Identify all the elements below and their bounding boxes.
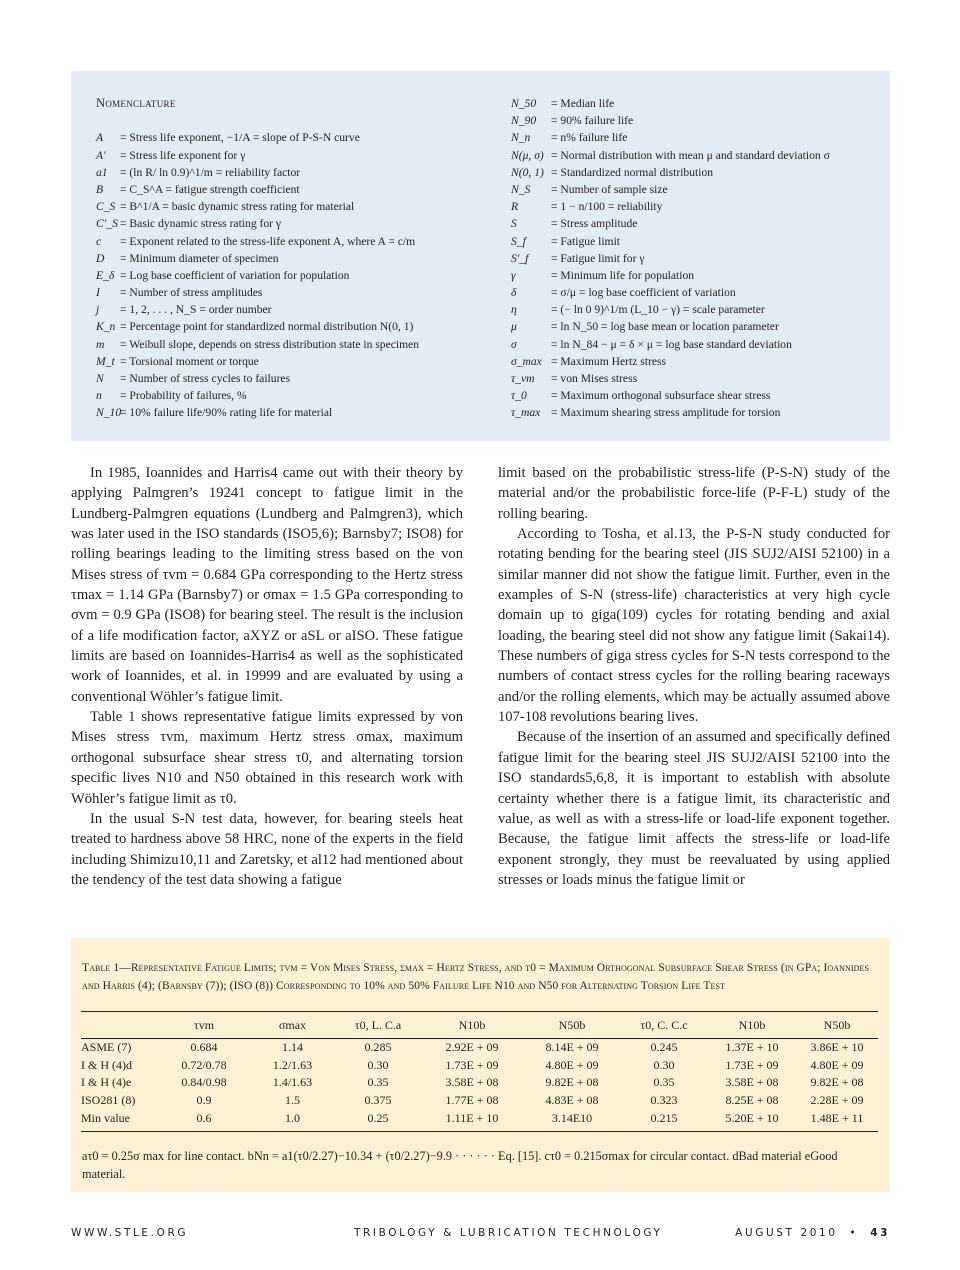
nomenclature-row xyxy=(96,267,496,284)
nomenclature-definition: = (− ln 0 9)^1/m (L_10 − γ) = scale parameter xyxy=(551,303,765,317)
nomenclature-row xyxy=(511,95,881,112)
nomenclature-row xyxy=(511,370,881,387)
footer-date: AUGUST 2010 xyxy=(735,1227,838,1239)
nomenclature-definition: = Log base coefficient of variation for population xyxy=(120,268,350,282)
table-cell: 1.4/1.63 xyxy=(272,1075,313,1090)
nomenclature-symbol: N_90 xyxy=(511,114,537,128)
table-header-cell: τ0, L. C.a xyxy=(354,1017,402,1032)
body-column-left xyxy=(71,463,463,890)
nomenclature-definition: = Stress amplitude xyxy=(551,217,638,231)
nomenclature-definition: = 1 − n/100 = reliability xyxy=(551,200,663,214)
table-cell: 1.37E + 10 xyxy=(725,1040,779,1055)
nomenclature-symbol: N_n xyxy=(511,131,531,145)
nomenclature-symbol: N(0, 1) xyxy=(511,165,544,179)
nomenclature-definition: = Normal distribution with mean μ and standard deviation σ xyxy=(551,148,830,162)
table-cell: 0.6 xyxy=(196,1110,212,1125)
nomenclature-symbol: K_n xyxy=(96,320,116,334)
nomenclature-symbol: τ_0 xyxy=(511,389,527,403)
table-header-cell: N50b xyxy=(823,1017,851,1032)
nomenclature-definition: = Minimum diameter of specimen xyxy=(120,251,279,265)
nomenclature-definition: = Basic dynamic stress rating for γ xyxy=(120,217,282,231)
nomenclature-symbol: R xyxy=(511,200,519,214)
table-caption: Table 1—Representative Fatigue Limits; τvm = Von Mises Stress, σmax = Hertz Stress, and t0 = Maximum Orthogonal Subsurface Shear Stress (in GPa; Ioannides and Harris (4); (Barnsby (7)); (ISO (8)) Corresponding to 10% and 50% Failure Life N10 and N50 for Alternating Torsion Life Test xyxy=(82,962,870,992)
nomenclature-row xyxy=(511,267,881,284)
nomenclature-definition: = Stress life exponent, −1/A = slope of P-S-N curve xyxy=(120,131,360,145)
nomenclature-definition: = Weibull slope, depends on stress distribution state in specimen xyxy=(120,337,420,351)
table-cell: 0.35 xyxy=(653,1075,675,1090)
nomenclature-row xyxy=(96,164,496,181)
nomenclature-row xyxy=(96,318,496,335)
nomenclature-definition: = Number of sample size xyxy=(551,182,668,196)
table-cell: 0.215 xyxy=(650,1110,678,1125)
nomenclature-row xyxy=(511,353,881,370)
nomenclature-row xyxy=(511,147,881,164)
footer-date-page xyxy=(735,1227,890,1239)
table-1-box xyxy=(71,938,890,1192)
table-cell: 0.35 xyxy=(367,1075,389,1090)
page-footer xyxy=(71,1227,890,1243)
nomenclature-definition: = B^1/A = basic dynamic stress rating for material xyxy=(120,200,355,214)
paragraph: In the usual S-N test data, however, for bearing steels heat treated to hardness above 58 HRC, none of the experts in the field including Shimizu10,11 and Zaretsky, et al12 had mentioned about the tendency of the test data showing a fatigue xyxy=(71,810,463,888)
nomenclature-definition: = Torsional moment or torque xyxy=(120,354,259,368)
nomenclature-definition: = (ln R/ ln 0.9)^1/m = reliability factor xyxy=(120,165,301,179)
nomenclature-row xyxy=(511,233,881,250)
nomenclature-symbol: μ xyxy=(511,320,517,334)
body-column-right xyxy=(498,463,890,890)
table-cell: 1.2/1.63 xyxy=(272,1057,313,1072)
nomenclature-left-column xyxy=(96,95,496,422)
table-cell: 3.14E10 xyxy=(551,1110,593,1125)
nomenclature-definition: = Maximum Hertz stress xyxy=(551,354,667,368)
nomenclature-row xyxy=(511,301,881,318)
nomenclature-definition: = Percentage point for standardized normal distribution N(0, 1) xyxy=(120,320,414,334)
nomenclature-symbol: N_50 xyxy=(511,97,537,110)
nomenclature-row xyxy=(96,215,496,232)
table-cell: 0.285 xyxy=(364,1040,392,1055)
table-cell: 0.323 xyxy=(650,1093,678,1108)
table-row xyxy=(81,1074,878,1092)
table-header-cell: σmax xyxy=(278,1017,307,1032)
nomenclature-definition: = Median life xyxy=(551,97,615,110)
table-cell: 2.92E + 09 xyxy=(445,1040,499,1055)
table-cell: 9.82E + 08 xyxy=(810,1075,864,1090)
nomenclature-row xyxy=(511,404,881,421)
table-cell: 1.0 xyxy=(285,1110,300,1125)
nomenclature-row xyxy=(511,181,881,198)
nomenclature-symbol: N(μ, σ) xyxy=(511,148,544,162)
nomenclature-row xyxy=(511,112,881,129)
table-cell: 1.5 xyxy=(285,1093,300,1108)
table-cell: 0.30 xyxy=(653,1057,675,1072)
nomenclature-definition: = ln N_84 − μ = δ × μ = log base standard deviation xyxy=(551,337,792,351)
table-cell: 0.684 xyxy=(190,1040,218,1055)
nomenclature-row xyxy=(96,301,496,318)
nomenclature-row xyxy=(96,284,496,301)
table-footnotes: aτ0 = 0.25σ max for line contact. bNn = a1(τ0/2.27)−10.34 + (τ0/2.27)−9.9 · · · · · · Eq. [15]. cτ0 = 0.215σmax for circular contact. dBad material eGood material. xyxy=(82,1149,838,1181)
nomenclature-definition: = Exponent related to the stress-life exponent A, where A = c/m xyxy=(120,234,416,248)
nomenclature-row xyxy=(511,164,881,181)
nomenclature-definition: = von Mises stress xyxy=(551,372,638,385)
nomenclature-right-column xyxy=(511,95,881,422)
nomenclature-symbol: M_t xyxy=(96,354,115,368)
nomenclature-row xyxy=(511,129,881,146)
nomenclature-row xyxy=(511,284,881,301)
nomenclature-symbol: C_S xyxy=(96,200,116,214)
nomenclature-symbol: A′ xyxy=(96,148,106,162)
nomenclature-row xyxy=(511,387,881,404)
nomenclature-definition: = ln N_50 = log base mean or location parameter xyxy=(551,320,779,334)
nomenclature-row xyxy=(96,387,496,404)
nomenclature-symbol: n xyxy=(96,389,102,403)
table-row-label: ASME (7) xyxy=(81,1040,132,1055)
page-number: 43 xyxy=(870,1227,890,1239)
table-cell: 1.11E + 10 xyxy=(445,1110,499,1125)
table-cell: 0.25 xyxy=(367,1110,389,1125)
nomenclature-definition: = Stress life exponent for γ xyxy=(120,148,246,162)
nomenclature-row xyxy=(96,250,496,267)
table-header-cell: N50b xyxy=(558,1017,586,1032)
table-cell: 0.84/0.98 xyxy=(181,1075,227,1090)
nomenclature-definition: = 10% failure life/90% rating life for material xyxy=(120,406,333,420)
nomenclature-row xyxy=(96,404,496,421)
nomenclature-symbol: N_10 xyxy=(96,406,122,420)
nomenclature-symbol: S′_f xyxy=(511,251,529,265)
nomenclature-symbol: m xyxy=(96,337,105,351)
nomenclature-definition: = Maximum shearing stress amplitude for torsion xyxy=(551,406,781,420)
nomenclature-row xyxy=(96,353,496,370)
nomenclature-symbol: γ xyxy=(511,268,516,282)
nomenclature-row xyxy=(96,181,496,198)
nomenclature-symbol: B xyxy=(96,182,104,196)
table-cell: 5.20E + 10 xyxy=(725,1110,779,1125)
nomenclature-title: Nomenclature xyxy=(96,96,176,110)
nomenclature-symbol: A xyxy=(96,131,104,145)
nomenclature-symbol: τ_vm xyxy=(511,372,535,385)
table-header-cell: N10b xyxy=(738,1017,766,1032)
nomenclature-symbol: a1 xyxy=(96,165,108,179)
nomenclature-symbol: N_S xyxy=(511,182,531,196)
nomenclature-definition: = n% failure life xyxy=(551,131,628,145)
table-cell: 1.73E + 09 xyxy=(445,1057,499,1072)
table-cell: 0.30 xyxy=(367,1057,389,1072)
table-cell: 2.28E + 09 xyxy=(810,1093,864,1108)
nomenclature-definition: = 1, 2, . . . , N_S = order number xyxy=(120,303,272,317)
nomenclature-symbol: N xyxy=(96,372,104,385)
nomenclature-row xyxy=(511,198,881,215)
table-header-cell xyxy=(81,1012,159,1039)
nomenclature-symbol: c xyxy=(96,234,102,248)
paragraph: Because of the insertion of an assumed and specifically defined fatigue limit for the bearing steel JIS SUJ2/AISI 52100 into the ISO standards5,6,8, it is important to establish with absolute certainty whether there is a fatigue limit, its characteristic and value, as well as with a stress-life or load-life exponent together. Because, the fatigue limit affects the stress-life or load-life exponent strongly, they must be reevaluated by using applied stresses or loads minus the fatigue limit or xyxy=(498,729,890,888)
table-row xyxy=(81,1039,878,1057)
nomenclature-symbol: S xyxy=(511,217,517,231)
table-cell: 0.9 xyxy=(196,1093,212,1108)
nomenclature-symbol: σ_max xyxy=(511,354,542,368)
table-cell: 1.77E + 08 xyxy=(445,1093,499,1108)
footer-website[interactable]: WWW.STLE.ORG xyxy=(71,1227,189,1239)
nomenclature-box xyxy=(71,71,890,441)
nomenclature-symbol: j xyxy=(96,303,100,317)
table-cell: 1.14 xyxy=(282,1040,303,1055)
nomenclature-symbol: C′_S xyxy=(96,217,118,231)
table-cell: 4.83E + 08 xyxy=(545,1093,599,1108)
nomenclature-row xyxy=(96,129,496,146)
table-cell: 4.80E + 09 xyxy=(545,1057,599,1072)
table-cell: 9.82E + 08 xyxy=(545,1075,599,1090)
nomenclature-row xyxy=(96,336,496,353)
nomenclature-definition: = Probability of failures, % xyxy=(120,389,247,403)
table-row xyxy=(81,1109,878,1131)
table-header-cell: τ0, C. C.c xyxy=(640,1017,688,1032)
nomenclature-symbol: τ_max xyxy=(511,406,541,420)
nomenclature-definition: = C_S^A = fatigue strength coefficient xyxy=(120,182,300,196)
nomenclature-symbol: I xyxy=(96,286,100,300)
nomenclature-symbol: E_δ xyxy=(96,268,115,282)
nomenclature-definition: = Number of stress cycles to failures xyxy=(120,372,291,385)
nomenclature-symbol: δ xyxy=(511,286,517,300)
paragraph: In 1985, Ioannides and Harris4 came out with their theory by applying Palmgren’s 19241 concept to fatigue limit in the Lundberg-Palmgren equations (Lundberg and Palmgren3), which was later used in the ISO standards (ISO5,6); Barnsby7; ISO8) for rolling bearings leading to the limiting stress based on the von Mises stress of τvm = 0.684 GPa corresponding to the Hertz stress τmax = 1.14 GPa (Barnsby7) or σmax = 1.5 GPa corresponding to σvm = 0.9 GPa (ISO8) for bearing steel. The result is the inclusion of a life modification factor, aXYZ or aSL or aISO. These fatigue limits are based on Ioannides-Harris4 as well as the sophisticated work of Ioannides, et al. in 19999 and are evaluated by using a conventional Wöhler’s fatigue limit. xyxy=(71,465,463,705)
paragraph: According to Tosha, et al.13, the P-S-N study conducted for rotating bending for the bearing steel (JIS SUJ2/AISI 52100) in a similar manner did not show the fatigue limit. Further, even in the examples of S-N (stress-life) characteristics at very high cycle domain up to giga(109) cycles for rotating bending and axial loading, the bearing steel did not show any fatigue limit (Sakai14). These numbers of giga stress cycles for S-N tests correspond to the numbers of contact stress cycles for the rolling bearing raceways and/or the rolling elements, which may be actually assumed above 107-108 revolutions bearing lives. xyxy=(498,526,890,726)
table-row-label: I & H (4)e xyxy=(81,1075,132,1090)
footer-bullet: • xyxy=(849,1227,859,1239)
nomenclature-definition: = Fatigue limit for γ xyxy=(551,251,645,265)
nomenclature-definition: = Number of stress amplitudes xyxy=(120,286,263,300)
nomenclature-row xyxy=(96,370,496,387)
nomenclature-symbol: D xyxy=(96,251,105,265)
nomenclature-definition: = Minimum life for population xyxy=(551,268,695,282)
nomenclature-definition: = Standardized normal distribution xyxy=(551,165,714,179)
table-cell: 0.245 xyxy=(650,1040,678,1055)
table-header-cell: N10b xyxy=(458,1017,486,1032)
nomenclature-definition: = Maximum orthogonal subsurface shear stress xyxy=(551,389,771,403)
paragraph: limit based on the probabilistic stress-life (P-S-N) study of the material and/or the probabilistic force-life (P-F-L) study of the rolling bearing. xyxy=(498,465,890,522)
table-cell: 3.58E + 08 xyxy=(725,1075,779,1090)
table-cell: 1.48E + 11 xyxy=(810,1110,864,1125)
table-row-label: Min value xyxy=(81,1110,130,1125)
table-cell: 8.25E + 08 xyxy=(725,1093,779,1108)
nomenclature-row xyxy=(511,336,881,353)
table-row-label: I & H (4)d xyxy=(81,1057,132,1072)
table-header-cell: τvm xyxy=(193,1017,215,1032)
footer-journal-title: TRIBOLOGY & LUBRICATION TECHNOLOGY xyxy=(354,1227,663,1239)
nomenclature-row xyxy=(96,198,496,215)
table-row xyxy=(81,1057,878,1075)
table-cell: 0.375 xyxy=(364,1093,392,1108)
nomenclature-symbol: σ xyxy=(511,337,517,351)
nomenclature-row xyxy=(511,318,881,335)
table-cell: 1.73E + 09 xyxy=(725,1057,779,1072)
table-cell: 3.58E + 08 xyxy=(445,1075,499,1090)
table-row xyxy=(81,1092,878,1110)
table-cell: 4.80E + 09 xyxy=(810,1057,864,1072)
nomenclature-definition: = 90% failure life xyxy=(551,114,634,128)
fatigue-limits-table xyxy=(81,1011,878,1132)
table-row-label: ISO281 (8) xyxy=(81,1093,136,1108)
nomenclature-symbol: S_f xyxy=(511,234,526,248)
table-cell: 3.86E + 10 xyxy=(810,1040,864,1055)
nomenclature-symbol: η xyxy=(511,303,517,317)
nomenclature-row xyxy=(96,147,496,164)
nomenclature-row xyxy=(96,233,496,250)
paragraph: Table 1 shows representative fatigue limits expressed by von Mises stress τvm, maximum Hertz stress σmax, maximum orthogonal subsurface shear stress τ0, and alternating torsion specific lives N10 and N50 obtained in this research work with Wöhler’s fatigue limit as τ0. xyxy=(71,709,463,807)
nomenclature-row xyxy=(511,250,881,267)
nomenclature-definition: = σ/μ = log base coefficient of variation xyxy=(551,286,736,300)
table-cell: 0.72/0.78 xyxy=(181,1057,227,1072)
table-cell: 8.14E + 09 xyxy=(545,1040,599,1055)
nomenclature-row xyxy=(511,215,881,232)
nomenclature-definition: = Fatigue limit xyxy=(551,234,621,248)
